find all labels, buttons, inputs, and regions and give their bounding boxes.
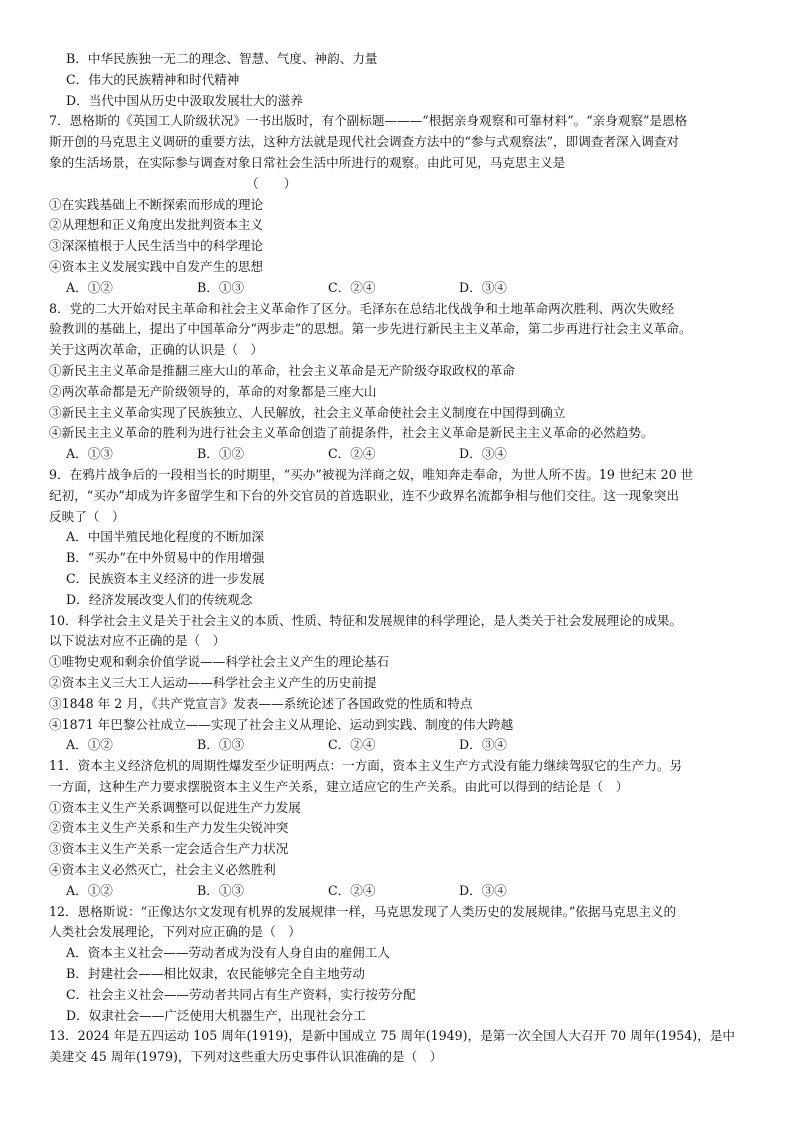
option-a: A．资本主义社会——劳动者成为没有人身自由的雇佣工人	[66, 945, 390, 961]
question-stem-line: 关于这两次革命，正确的认识是（ ）	[49, 342, 264, 358]
question-10	[49, 611, 768, 757]
statement-3: ③资本主义生产关系一定会适合生产力状况	[49, 841, 289, 857]
option-c: C．伟大的民族精神和时代精神	[66, 71, 240, 87]
statement-1: ①新民主主义革命是推翻三座大山的革命，社会主义革命是无产阶级夺取政权的革命	[49, 362, 515, 378]
question-6-options	[49, 49, 768, 111]
question-8	[49, 299, 768, 465]
option-d: D．当代中国从历史中汲取发展壮大的滋养	[66, 92, 303, 108]
choice-b: B．①③	[197, 279, 245, 295]
question-stem-line: 13．2024 年是五四运动 105 周年(1919)，是新中国成立 75 周年(1949)，是第一次全国人大召开 70 周年(1954)，是中	[49, 1028, 736, 1044]
question-stem-line: 9．在鸦片战争后的一段相当长的时期里，“买办”被视为洋商之奴，唯知奔走奉命，为世人所不齿。19 世纪末 20 世	[49, 466, 694, 482]
choice-b: B．①②	[197, 446, 245, 462]
statement-2: ②从理想和正义角度出发批判资本主义	[49, 217, 264, 233]
choice-c: C．②④	[328, 737, 376, 753]
statement-3: ③深深植根于人民生活当中的科学理论	[49, 238, 264, 254]
choice-a: A．①③	[66, 446, 113, 462]
statement-4: ④资本主义必然灭亡，社会主义必然胜利	[49, 862, 276, 878]
choice-b: B．①③	[197, 737, 245, 753]
answer-choices	[49, 735, 768, 756]
question-stem-line: 一方面，这种生产力要求摆脱资本主义生产关系，建立适应它的生产关系。由此可以得到的结论是（ ）	[49, 778, 629, 794]
option-c: C．社会主义社会——劳动者共同占有生产资料，实行按劳分配	[66, 986, 416, 1002]
option-b: B．封建社会——相比奴隶，农民能够完全自主地劳动	[66, 966, 365, 982]
choice-a: A．①②	[66, 737, 113, 753]
statement-4: ④1871 年巴黎公社成立——实现了社会主义从理论、运动到实践、制度的伟大跨越	[49, 716, 514, 732]
question-stem-line: 斯开创的马克思主义调研的重要方法，这种方法就是现代社会调查方法中的“参与式观察法”，即调查者深入调查对	[49, 134, 679, 150]
option-b: B．“买办”在中外贸易中的作用增强	[66, 550, 265, 566]
option-d: D．经济发展改变人们的传统观念	[66, 591, 253, 607]
question-stem-line: 纪初，“买办”却成为许多留学生和下台的外交官员的首选职业，连不少政界名流都争相与他们交往。这一现象突出	[49, 487, 679, 503]
question-7	[49, 111, 768, 298]
statement-1: ①在实践基础上不断探索而形成的理论	[49, 196, 264, 212]
question-13	[49, 1026, 768, 1068]
question-stem-line: 8．党的二大开始对民主革命和社会主义革命作了区分。毛泽东在总结北伐战争和土地革命两次胜利、两次失败经	[49, 300, 675, 316]
choice-a: A．①②	[66, 279, 113, 295]
statement-2: ②两次革命都是无产阶级领导的，革命的对象都是三座大山	[49, 383, 377, 399]
answer-parenthesis: （ ）	[246, 175, 297, 191]
statement-4: ④资本主义发展实践中自发产生的思想	[49, 258, 264, 274]
question-stem-line: 美建交 45 周年(1979)，下列对这些重大历史事件认识准确的是（ ）	[49, 1049, 443, 1065]
question-9	[49, 465, 768, 611]
statement-3: ③1848 年 2 月，《共产党宣言》发表——系统论述了各国政党的性质和特点	[49, 695, 473, 711]
choice-d: D．③④	[459, 279, 507, 295]
answer-choices	[49, 881, 768, 902]
statement-1: ①唯物史观和剩余价值学说——科学社会主义产生的理论基石	[49, 654, 390, 670]
statement-2: ②资本主义三大工人运动——科学社会主义产生的历史前提	[49, 674, 377, 690]
choice-d: D．③④	[459, 882, 507, 898]
question-stem-line: 验教训的基础上，提出了中国革命分“两步走”的思想。第一步先进行新民主主义革命，第二步再进行社会主义革命。	[49, 321, 692, 337]
option-b: B．中华民族独一无二的理念、智慧、气度、神韵、力量	[66, 51, 378, 66]
choice-c: C．②④	[328, 882, 376, 898]
question-stem-line: 象的生活场景，在实际参与调查对象日常社会生活中所进行的观察。由此可见，马克思主义是	[49, 154, 566, 170]
choice-d: D．③④	[459, 446, 507, 462]
question-stem-line: 以下说法对应不正确的是（ ）	[49, 633, 226, 649]
question-12	[49, 902, 768, 1027]
question-stem-line: 反映了（ ）	[49, 508, 125, 524]
answer-choices	[49, 444, 768, 465]
choice-c: C．②④	[328, 279, 376, 295]
statement-4: ④新民主主义革命的胜利为进行社会主义革命创造了前提条件，社会主义革命是新民主主义革命的必然趋势。	[49, 425, 654, 441]
question-stem-line: 7．恩格斯的《英国工人阶级状况》一书出版时，有个副标题———“根据亲身观察和可靠材料”。“亲身观察”是恩格	[49, 113, 688, 129]
question-stem-line: 12．恩格斯说：“正像达尔文发现有机界的发展规律一样，马克思发现了人类历史的发展规律。”依据马克思主义的	[49, 903, 677, 919]
statement-1: ①资本主义生产关系调整可以促进生产力发展	[49, 799, 301, 815]
choice-b: B．①③	[197, 882, 245, 898]
question-stem-line: 11．资本主义经济危机的周期性爆发至少证明两点：一方面，资本主义生产方式没有能力继续驾驭它的生产力。另	[49, 758, 683, 774]
option-a: A．中国半殖民地化程度的不断加深	[66, 529, 265, 545]
statement-2: ②资本主义生产关系和生产力发生尖锐冲突	[49, 820, 289, 836]
choice-a: A．①②	[66, 882, 113, 898]
option-d: D．奴隶社会——广泛使用大机器生产，出现社会分工	[66, 1007, 366, 1023]
choice-d: D．③④	[459, 737, 507, 753]
option-c: C．民族资本主义经济的进一步发展	[66, 570, 265, 586]
question-11	[49, 756, 768, 902]
question-stem-line: 10．科学社会主义是关于社会主义的本质、性质、特征和发展规律的科学理论，是人类关于社会发展理论的成果。	[49, 612, 683, 628]
question-stem-line: 人类社会发展理论，下列对应正确的是（ ）	[49, 924, 301, 940]
answer-choices	[49, 278, 768, 299]
statement-3: ③新民主主义革命实现了民族独立、人民解放，社会主义革命使社会主义制度在中国得到确立	[49, 404, 566, 420]
choice-c: C．②④	[328, 446, 376, 462]
